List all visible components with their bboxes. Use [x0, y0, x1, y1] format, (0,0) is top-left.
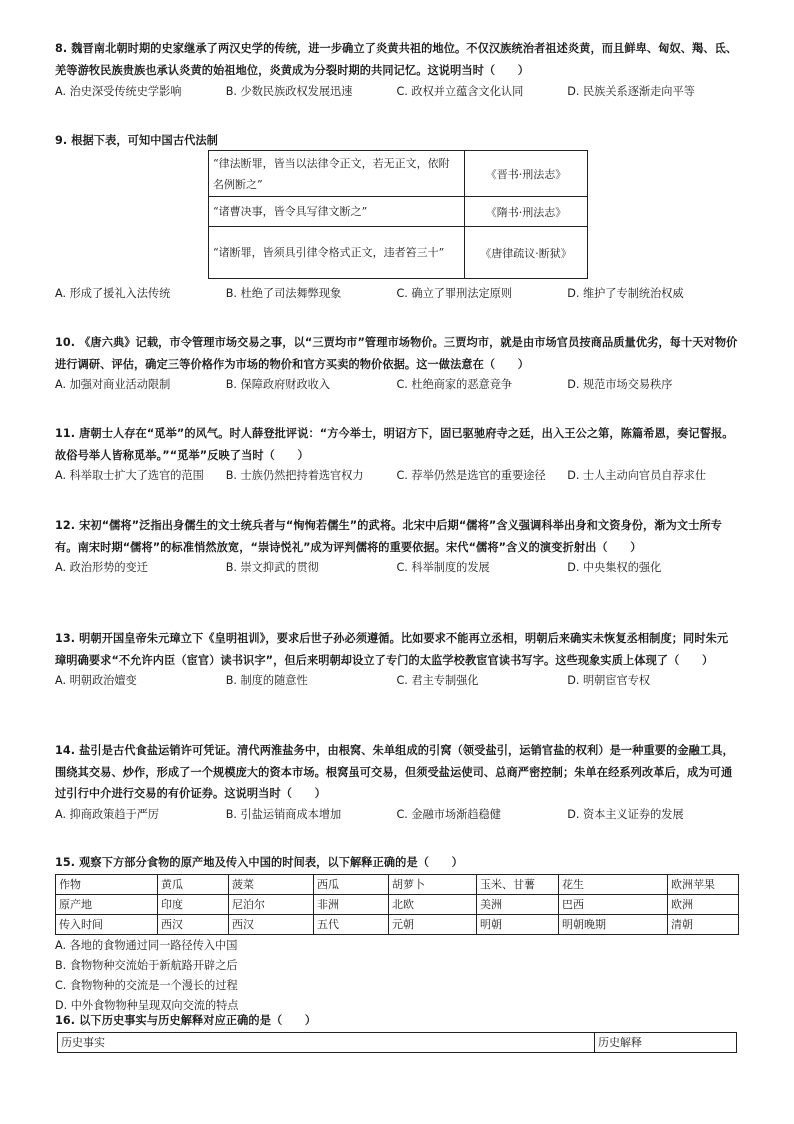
table-cell-quote: “诸断罪，皆须具引律令格式正文，违者笞三十” — [209, 227, 465, 279]
option-d[interactable]: D. 规范市场交易秩序 — [567, 378, 673, 391]
option-a[interactable]: A. 各地的食物通过同一路径传入中国 — [55, 938, 238, 952]
question-10 — [55, 332, 738, 395]
option-row — [55, 284, 738, 304]
option-c[interactable]: C. 荐举仍然是选官的重要途径 — [396, 469, 546, 482]
table-cell: 菠菜 — [229, 874, 314, 894]
food-table — [55, 874, 739, 935]
table-row — [56, 914, 739, 934]
table-cell: 传入时间 — [56, 914, 158, 934]
table-cell-source: 《唐律疏议·断狱》 — [465, 227, 588, 279]
option-a[interactable]: A. 加强对商业活动限制 — [55, 378, 171, 391]
option-a[interactable]: A. 明朝政治嬗变 — [55, 674, 137, 687]
table-cell: 美洲 — [477, 894, 559, 914]
option-row — [55, 82, 738, 102]
question-stem: 8. 魏晋南北朝时期的史家继承了两汉史学的传统，进一步确立了炎黄共祖的地位。不仅汉族统治者祖述炎黄，而且鲜卑、匈奴、羯、氐、羌等游牧民族贵族也承认炎黄的始祖地位，炎黄成为分裂时期的共同记忆。这说明当时（ ） — [55, 42, 738, 77]
question-14 — [55, 740, 738, 825]
option-c[interactable]: C. 金融市场渐趋稳健 — [396, 807, 501, 821]
option-d[interactable]: D. 中外食物物种呈现双向交流的特点 — [55, 998, 239, 1012]
table-cell: 巴西 — [559, 894, 668, 914]
question-12 — [55, 515, 738, 578]
table-cell-quote: “律法断罪，皆当以法律令正文，若无正文，依附名例断之” — [209, 151, 465, 197]
question-stem: 13. 明朝开国皇帝朱元璋立下《皇明祖训》，要求后世子孙必须遵循。比如要求不能再立丞相，明朝后来确实未恢复丞相制度；同时朱元璋明确要求“不允许内臣（宦官）读书识字”，但后来明朝却设立了专门的太监学校教宦官读书写字。这些现象实质上体现了（ ） — [55, 632, 729, 667]
question-11 — [55, 423, 738, 486]
table-row — [209, 227, 588, 279]
question-8 — [55, 38, 738, 102]
table-cell: 西瓜 — [314, 874, 389, 894]
option-a[interactable]: A. 政治形势的变迁 — [55, 561, 148, 574]
table-cell: 欧洲苹果 — [668, 874, 739, 894]
option-b[interactable]: B. 引盐运销商成本增加 — [225, 807, 342, 821]
table-cell: 作物 — [56, 874, 158, 894]
table-cell: 元朝 — [389, 914, 477, 934]
question-13 — [55, 628, 738, 691]
option-b[interactable]: B. 崇文抑武的贯彻 — [225, 561, 319, 574]
table-cell: 玉米、甘薯 — [477, 874, 559, 894]
option-row — [55, 466, 738, 486]
option-b[interactable]: B. 保障政府财政收入 — [225, 378, 331, 391]
option-grid — [55, 936, 738, 1016]
table-cell-source: 《隋书·刑法志》 — [465, 197, 588, 227]
option-c[interactable]: C. 政权并立蕴含文化认同 — [396, 85, 524, 98]
option-d[interactable]: D. 明朝宦官专权 — [567, 674, 651, 687]
option-row — [55, 558, 738, 578]
table-cell: 五代 — [314, 914, 389, 934]
question-stem: 16. 以下历史事实与历史解释对应正确的是（ ） — [55, 1014, 317, 1027]
question-stem: 12. 宋初“儒将”泛指出身儒生的文士统兵者与“恂恂若儒生”的武将。北宋中后期“儒将”含义强调科举出身和文资身份，渐为文士所专有。南宋时期“儒将”的标准悄然放宽，“崇诗悦礼”成为评判儒将的重要依据。宋代“儒将”含义的演变折射出（ ） — [55, 519, 723, 554]
question-stem: 11. 唐朝士人存在“觅举”的风气。时人薛登批评说：“方今举士，明诏方下，固已驱驰府寺之廷，出入王公之第，陈篇希恩，奏记誓报。故俗号举人皆称觅举。”“觅举”反映了当时（ ） — [55, 427, 734, 462]
option-b[interactable]: B. 食物物种交流始于新航路开辟之后 — [55, 958, 238, 972]
table-cell: 明朝 — [477, 914, 559, 934]
option-c[interactable]: C. 杜绝商家的恶意竞争 — [396, 378, 513, 391]
table-cell: 尼泊尔 — [229, 894, 314, 914]
table-cell-quote: “诸曹决事，皆令具写律文断之” — [209, 197, 465, 227]
option-d[interactable]: D. 士人主动向官员自荐求仕 — [567, 469, 707, 482]
option-row — [55, 671, 738, 691]
table-row — [58, 1032, 737, 1052]
question-stem: 15. 观察下方部分食物的原产地及传入中国的时间表，以下解释正确的是（ ） — [55, 856, 463, 869]
table-header-explanation: 历史解释 — [595, 1032, 737, 1052]
source-table — [208, 150, 588, 279]
question-stem: 14. 盐引是古代食盐运销许可凭证。清代两淮盐务中，由根窝、朱单组成的引窝（领受盐引，运销官盐的权利）是一种重要的金融工具，围绕其交易、炒作，形成了一个规模庞大的资本市场。根窝虽可交易，但须受盐运使司、总商严密控制；朱单在经系列改革后，成为可通过引行中介进行交易的有价证券。这说明当时（ ） — [55, 744, 734, 800]
option-row — [55, 805, 738, 825]
table-row — [56, 894, 739, 914]
option-c[interactable]: C. 君主专制强化 — [396, 674, 479, 687]
fact-explanation-table — [57, 1032, 737, 1053]
question-15 — [55, 852, 738, 1016]
table-cell: 北欧 — [389, 894, 477, 914]
option-d[interactable]: D. 资本主义证券的发展 — [567, 807, 684, 821]
table-cell: 印度 — [158, 894, 229, 914]
option-c[interactable]: C. 确立了罪刑法定原则 — [396, 287, 513, 300]
question-stem: 9. 根据下表，可知中国古代法制 — [55, 134, 218, 147]
option-b[interactable]: B. 少数民族政权发展迅速 — [225, 85, 353, 98]
option-a[interactable]: A. 治史深受传统史学影响 — [55, 85, 182, 98]
table-cell: 欧洲 — [668, 894, 739, 914]
option-a[interactable]: A. 科举取士扩大了选官的范围 — [55, 469, 204, 482]
option-b[interactable]: B. 士族仍然把持着选官权力 — [225, 469, 364, 482]
option-b[interactable]: B. 制度的随意性 — [225, 674, 308, 687]
option-d[interactable]: D. 中央集权的强化 — [567, 561, 662, 574]
question-stem: 10. 《唐六典》记载，市令管理市场交易之事，以“三贾均市”管理市场物价。三贾均市，就是由市场官员按商品质量优劣，每十天对物价进行调研、评估，确定三等价格作为市场的物价和官方买卖的物价依据。这一做法意在（ ） — [55, 336, 738, 371]
option-d[interactable]: D. 维护了专制统治权威 — [567, 287, 684, 300]
option-row — [55, 375, 738, 395]
question-9-options — [55, 284, 738, 304]
table-cell: 非洲 — [314, 894, 389, 914]
table-cell: 原产地 — [56, 894, 158, 914]
table-cell: 西汉 — [229, 914, 314, 934]
option-a[interactable]: A. 抑商政策趋于严厉 — [55, 807, 160, 821]
table-row — [209, 197, 588, 227]
question-16 — [55, 1010, 738, 1053]
table-cell-source: 《晋书·刑法志》 — [465, 151, 588, 197]
table-header-fact: 历史事实 — [58, 1032, 595, 1052]
option-a[interactable]: A. 形成了援礼入法传统 — [55, 287, 171, 300]
table-cell: 明朝晚期 — [559, 914, 668, 934]
table-row — [56, 874, 739, 894]
table-row — [209, 151, 588, 197]
table-cell: 胡萝卜 — [389, 874, 477, 894]
table-cell: 西汉 — [158, 914, 229, 934]
option-c[interactable]: C. 科举制度的发展 — [396, 561, 490, 574]
option-b[interactable]: B. 杜绝了司法舞弊现象 — [225, 287, 342, 300]
table-cell: 清朝 — [668, 914, 739, 934]
table-cell: 黄瓜 — [158, 874, 229, 894]
question-9 — [55, 130, 738, 152]
option-c[interactable]: C. 食物物种的交流是一个漫长的过程 — [55, 978, 238, 992]
option-d[interactable]: D. 民族关系逐渐走向平等 — [567, 85, 695, 98]
table-cell: 花生 — [559, 874, 668, 894]
